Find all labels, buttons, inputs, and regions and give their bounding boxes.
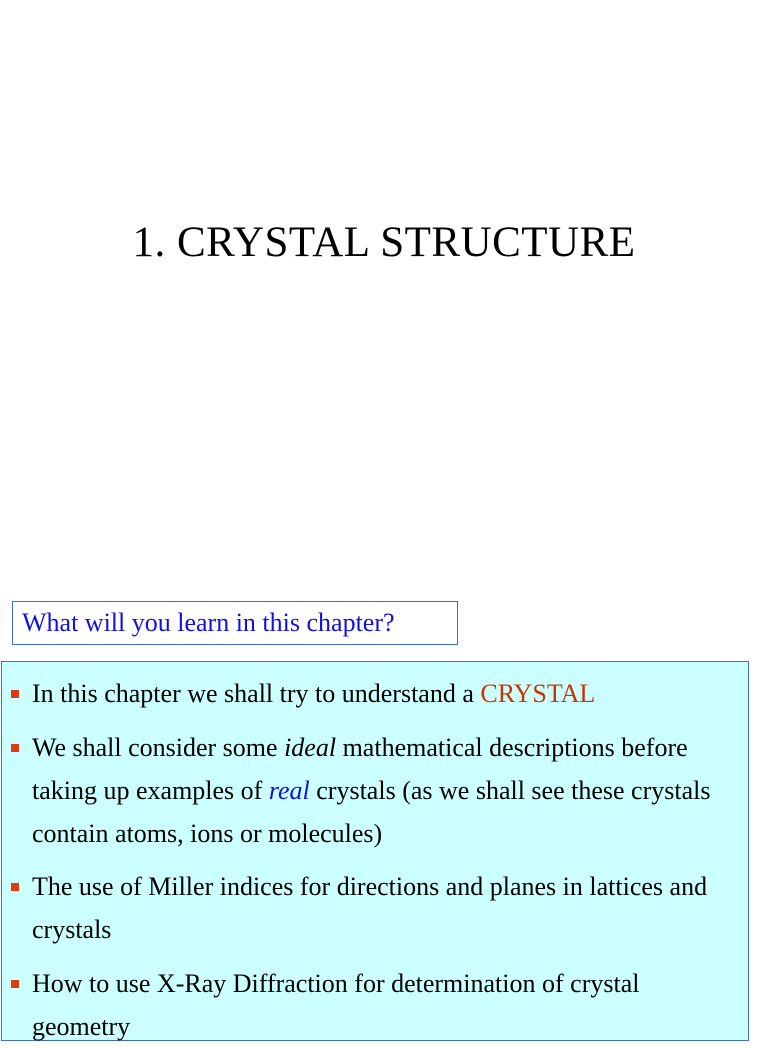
square-bullet-icon xyxy=(11,883,19,891)
emphasis-real: real xyxy=(268,776,310,805)
bullet-text xyxy=(32,962,742,1048)
highlight-crystal: CRYSTAL xyxy=(480,679,596,708)
bullet-text xyxy=(32,865,742,951)
bullet-text xyxy=(32,672,742,715)
emphasis-ideal: ideal xyxy=(284,733,337,762)
bullet-text-segment: The use of Miller indices for directions and planes in lattices and crystals xyxy=(32,872,714,944)
square-bullet-icon xyxy=(11,690,19,698)
bullet-text-segment: We shall consider some xyxy=(32,733,285,762)
square-bullet-icon xyxy=(11,980,19,988)
square-bullet-icon xyxy=(11,744,19,752)
chapter-question-box: What will you learn in this chapter? xyxy=(12,601,458,645)
bullet-text-segment: crystals (as we shall see these crystals contain atoms, ions or molecules) xyxy=(32,776,717,848)
bullet-text xyxy=(32,726,742,855)
bullet-text-segment: How to use X-Ray Diffraction for determination of crystal geometry xyxy=(32,969,646,1041)
bullet-text-segment: In this chapter we shall try to understand a xyxy=(32,679,481,708)
bullet-text-segment: mathematical descriptions before taking up examples of xyxy=(32,733,695,805)
slide-title: 1. CRYSTAL STRUCTURE xyxy=(132,219,636,266)
bullet-list-panel xyxy=(1,661,749,1041)
